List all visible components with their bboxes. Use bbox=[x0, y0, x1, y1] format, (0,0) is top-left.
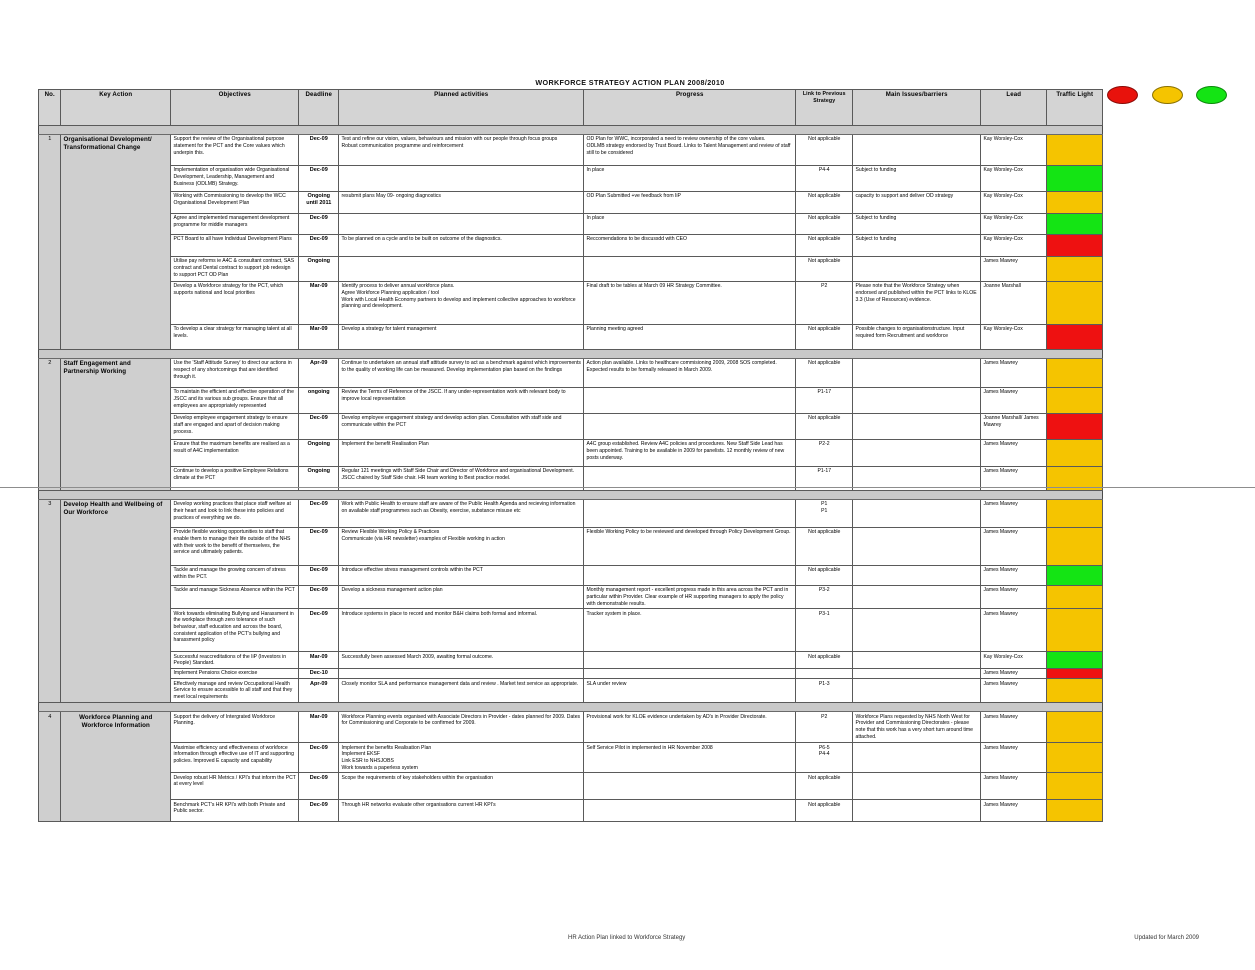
cell-objective[interactable]: Implement Pensions Choice exercise bbox=[171, 668, 299, 678]
cell-deadline[interactable]: Dec-09 bbox=[299, 566, 339, 586]
cell-activities[interactable]: Implement the benefits Realisation Plan Implement EKSF Link ESR to NHSJOBS Work towards a paperless system bbox=[339, 743, 584, 773]
table-row[interactable] bbox=[39, 414, 1103, 440]
section-key-action: Develop Health and Wellbeing of Our Workforce bbox=[61, 500, 171, 703]
cell-objective[interactable]: Develop working practices that place staff welfare at their heart and look to link these into policies and practices of everything we do. bbox=[171, 500, 299, 528]
cell-deadline[interactable]: Dec-09 bbox=[299, 528, 339, 566]
table-row[interactable] bbox=[39, 500, 1103, 528]
cell-issues[interactable] bbox=[853, 773, 981, 800]
cell-issues[interactable] bbox=[853, 800, 981, 822]
cell-lead[interactable]: Kay Worsley-Cox bbox=[981, 652, 1047, 669]
footer-right-text: Updated for March 2009 bbox=[1134, 935, 1199, 941]
cell-issues[interactable] bbox=[853, 414, 981, 440]
cell-lead[interactable]: James Mawrey bbox=[981, 668, 1047, 678]
cell-link-previous[interactable]: P1-17 bbox=[796, 388, 853, 414]
cell-objective[interactable]: To develop a clear strategy for managing talent at all levels. bbox=[171, 325, 299, 350]
cell-activities[interactable]: To be planned on a cycle and to be built on outcome of the diagnostics. bbox=[339, 235, 584, 257]
cell-objective[interactable]: Develop robust HR Metrics / KPI's that inform the PCT at every level bbox=[171, 773, 299, 800]
cell-objective[interactable]: Support the review of the Organisational purpose statement for the PCT and the Core values which underpin this. bbox=[171, 135, 299, 166]
cell-activities[interactable]: Review the Terms of Reference of the JSCC. If any under-representation work with relevant body to improve local representation bbox=[339, 388, 584, 414]
cell-lead[interactable]: James Mawrey bbox=[981, 388, 1047, 414]
table-row[interactable] bbox=[39, 192, 1103, 214]
cell-link-previous[interactable]: Not applicable bbox=[796, 257, 853, 282]
cell-progress[interactable] bbox=[584, 500, 796, 528]
cell-progress[interactable]: Tracker system in place. bbox=[584, 609, 796, 652]
cell-activities[interactable]: Introduce systems in place to record and monitor B&H claims both formal and informal. bbox=[339, 609, 584, 652]
cell-issues[interactable] bbox=[853, 440, 981, 467]
table-row[interactable] bbox=[39, 652, 1103, 669]
table-header bbox=[39, 90, 1103, 126]
cell-lead[interactable]: Joanne Marshall/ James Mawrey bbox=[981, 414, 1047, 440]
cell-activities[interactable]: Develop employee engagement strategy and develop action plan. Consultation with staff side and communicate within the PCT bbox=[339, 414, 584, 440]
cell-activities[interactable]: Develop a strategy for talent management bbox=[339, 325, 584, 350]
cell-traffic-light-amber[interactable] bbox=[1047, 388, 1103, 414]
cell-activities[interactable]: resubmit plans May 09- ongoing diagnostics bbox=[339, 192, 584, 214]
cell-link-previous[interactable] bbox=[796, 668, 853, 678]
cell-link-previous[interactable]: P1 P1 bbox=[796, 500, 853, 528]
cell-progress[interactable]: Flexible Working Policy to be reviewed and developed through Policy Development Group. bbox=[584, 528, 796, 566]
cell-objective[interactable]: Work towards eliminating Bullying and Harassment in the workplace through zero tolerance of such behaviour, staff education and across the board, consistent application of the PCT's bullying and harassment policy bbox=[171, 609, 299, 652]
cell-deadline[interactable]: Ongoing bbox=[299, 257, 339, 282]
cell-traffic-light-amber[interactable] bbox=[1047, 800, 1103, 822]
cell-issues[interactable]: Subject to funding bbox=[853, 214, 981, 235]
cell-activities[interactable]: Regular 121 meetings with Staff Side Chair and Director of Workforce and organisational Development. JSCC chaired by Staff Side chair. HR team working to Best practice model. bbox=[339, 467, 584, 491]
cell-activities[interactable]: Implement the benefit Realisation Plan bbox=[339, 440, 584, 467]
cell-link-previous[interactable]: Not applicable bbox=[796, 566, 853, 586]
table-row[interactable] bbox=[39, 679, 1103, 703]
action-plan-table bbox=[38, 89, 1103, 822]
cell-traffic-light-green[interactable] bbox=[1047, 652, 1103, 669]
cell-objective[interactable]: Tackle and manage Sickness Absence within the PCT bbox=[171, 586, 299, 609]
cell-deadline[interactable]: Apr-09 bbox=[299, 359, 339, 388]
cell-progress[interactable]: Reccomendations to be discussdd with CEO bbox=[584, 235, 796, 257]
cell-traffic-light-green[interactable] bbox=[1047, 566, 1103, 586]
cell-activities[interactable]: Develop a sickness management action plan bbox=[339, 586, 584, 609]
col-header-traffic-light: Traffic Light bbox=[1047, 90, 1103, 126]
cell-lead[interactable]: James Mawrey bbox=[981, 800, 1047, 822]
table-body bbox=[39, 126, 1103, 822]
section-number: 4 bbox=[39, 712, 61, 822]
cell-activities[interactable]: Scope the requirements of key stakeholders within the organisation bbox=[339, 773, 584, 800]
cell-traffic-light-red[interactable] bbox=[1047, 414, 1103, 440]
cell-link-previous[interactable]: Not applicable bbox=[796, 192, 853, 214]
cell-objective[interactable]: Develop a Workforce strategy for the PCT, which supports national and local priorities bbox=[171, 282, 299, 325]
cell-activities[interactable]: Workforce Planning events organised with Associate Directors in Provider - dates planned for 2009. Dates for Commissioning and Corporate to be confirmed for 2009. bbox=[339, 712, 584, 743]
cell-traffic-light-amber[interactable] bbox=[1047, 528, 1103, 566]
table-row[interactable] bbox=[39, 773, 1103, 800]
cell-progress[interactable]: OD Plan Submitted +ve feedback from IiP bbox=[584, 192, 796, 214]
cell-traffic-light-amber[interactable] bbox=[1047, 712, 1103, 743]
cell-progress[interactable]: Action plan available. Links to healthcare commisioning 2009, 2008 SOS completed. Expected results to be formally released in March 2009. bbox=[584, 359, 796, 388]
cell-progress[interactable]: A4C group established. Review A4C policies and procedures. New Staff Side Lead has been appointed. Training to be available in 2009 for panelists. 12 monthly review of new posts underway. bbox=[584, 440, 796, 467]
cell-objective[interactable]: Use the 'Staff Attitude Survey' to direct our actions in respect of any shortcomings that are identified through it. bbox=[171, 359, 299, 388]
cell-issues[interactable] bbox=[853, 668, 981, 678]
cell-lead[interactable]: James Mawrey bbox=[981, 712, 1047, 743]
cell-progress[interactable] bbox=[584, 800, 796, 822]
cell-link-previous[interactable]: P3-1 bbox=[796, 609, 853, 652]
section-separator-band bbox=[39, 703, 1103, 712]
cell-issues[interactable]: Please note that the Workforce Strategy when endorsed and published within the PCT links to KLOE 3.3 (Use of Resources) evidence. bbox=[853, 282, 981, 325]
section-separator-band bbox=[39, 126, 1103, 135]
cell-objective[interactable]: Utilise pay reforms ie A4C & consultant contract, SAS contract and Dental contract to support job redesign to support PCT OD Plan bbox=[171, 257, 299, 282]
cell-progress[interactable]: Final draft to be tables at March 09 HR Strategy Committee. bbox=[584, 282, 796, 325]
cell-traffic-light-amber[interactable] bbox=[1047, 609, 1103, 652]
cell-traffic-light-red[interactable] bbox=[1047, 668, 1103, 678]
cell-progress[interactable]: OD Plan for WWC, incorporated a need to review ownership of the core values. ODLMB strategy endorsed by Trust Board. Links to Talent Management and review of staff still to be considered bbox=[584, 135, 796, 166]
table-row[interactable] bbox=[39, 282, 1103, 325]
table-row[interactable] bbox=[39, 609, 1103, 652]
cell-traffic-light-amber[interactable] bbox=[1047, 500, 1103, 528]
cell-objective[interactable]: Successful reaccreditations of the IiP (Investors in People) Standard. bbox=[171, 652, 299, 669]
cell-lead[interactable]: Kay Worsley-Cox bbox=[981, 192, 1047, 214]
cell-issues[interactable]: Workforce Plans requested by NHS North West for Provider and Commissioning Directorates - please note that this work has a very short turn around time attached. bbox=[853, 712, 981, 743]
cell-activities[interactable] bbox=[339, 166, 584, 192]
section-separator-cell bbox=[39, 703, 1103, 712]
legend-red-dot bbox=[1107, 86, 1138, 104]
cell-link-previous[interactable]: P4-4 bbox=[796, 166, 853, 192]
cell-issues[interactable] bbox=[853, 135, 981, 166]
page-rule-artifact bbox=[0, 487, 1255, 488]
cell-traffic-light-amber[interactable] bbox=[1047, 773, 1103, 800]
cell-lead[interactable]: James Mawrey bbox=[981, 359, 1047, 388]
cell-progress[interactable]: SLA under review bbox=[584, 679, 796, 703]
cell-issues[interactable] bbox=[853, 743, 981, 773]
table-row[interactable] bbox=[39, 325, 1103, 350]
col-header-issues: Main Issues/barriers bbox=[853, 90, 981, 126]
cell-deadline[interactable]: Dec-09 bbox=[299, 609, 339, 652]
cell-traffic-light-amber[interactable] bbox=[1047, 743, 1103, 773]
cell-objective[interactable]: Agree and implemented management development programme for middle managers bbox=[171, 214, 299, 235]
cell-issues[interactable] bbox=[853, 609, 981, 652]
cell-issues[interactable] bbox=[853, 586, 981, 609]
cell-deadline[interactable]: Mar-09 bbox=[299, 712, 339, 743]
cell-lead[interactable]: James Mawrey bbox=[981, 773, 1047, 800]
table-row[interactable] bbox=[39, 135, 1103, 166]
section-separator-cell bbox=[39, 491, 1103, 500]
cell-lead[interactable]: James Mawrey bbox=[981, 743, 1047, 773]
cell-objective[interactable]: Develop employee engagement strategy to ensure staff are engaged and apart of decision making process. bbox=[171, 414, 299, 440]
cell-deadline[interactable]: Dec-09 bbox=[299, 135, 339, 166]
cell-deadline[interactable]: Ongoing bbox=[299, 440, 339, 467]
cell-issues[interactable] bbox=[853, 528, 981, 566]
cell-objective[interactable]: To maintain the efficient and effective operation of the JSCC and its various sub groups. Ensure that all employees are appropriately represented bbox=[171, 388, 299, 414]
table-row[interactable] bbox=[39, 566, 1103, 586]
cell-traffic-light-amber[interactable] bbox=[1047, 192, 1103, 214]
cell-link-previous[interactable]: Not applicable bbox=[796, 414, 853, 440]
col-header-progress: Progress bbox=[584, 90, 796, 126]
cell-progress[interactable]: Self Service Pilot in implemented in HR November 2008 bbox=[584, 743, 796, 773]
cell-issues[interactable] bbox=[853, 652, 981, 669]
col-header-key-action: Key Action bbox=[61, 90, 171, 126]
cell-progress[interactable]: Planning meeting agreed bbox=[584, 325, 796, 350]
cell-objective[interactable]: Effectively manage and review Occupational Health Service to ensure accessible to all staff and that they meet local requirements bbox=[171, 679, 299, 703]
cell-deadline[interactable]: Dec-10 bbox=[299, 668, 339, 678]
table-row[interactable] bbox=[39, 440, 1103, 467]
section-number: 2 bbox=[39, 359, 61, 491]
cell-link-previous[interactable]: P2 bbox=[796, 712, 853, 743]
cell-lead[interactable]: Kay Worsley-Cox bbox=[981, 166, 1047, 192]
cell-traffic-light-amber[interactable] bbox=[1047, 282, 1103, 325]
cell-issues[interactable] bbox=[853, 566, 981, 586]
cell-deadline[interactable]: Dec-09 bbox=[299, 800, 339, 822]
cell-progress[interactable] bbox=[584, 566, 796, 586]
cell-lead[interactable]: James Mawrey bbox=[981, 586, 1047, 609]
col-header-deadline: Deadline bbox=[299, 90, 339, 126]
table-row[interactable] bbox=[39, 257, 1103, 282]
cell-activities[interactable]: Work with Public Health to ensure staff are aware of the Public Health Agenda and recieving information on available staff programmes such as Obesity, exercise, substance misuse etc bbox=[339, 500, 584, 528]
cell-issues[interactable]: Possible changes to organisationstructure. Input required form Recruitment and workforce bbox=[853, 325, 981, 350]
cell-deadline[interactable]: Ongoing until 2011 bbox=[299, 192, 339, 214]
table-row[interactable] bbox=[39, 528, 1103, 566]
cell-objective[interactable]: Tackle and manage the growing concern of stress within the PCT. bbox=[171, 566, 299, 586]
cell-traffic-light-red[interactable] bbox=[1047, 235, 1103, 257]
cell-link-previous[interactable]: Not applicable bbox=[796, 528, 853, 566]
cell-objective[interactable]: Continue to develop a positive Employee Relations climate at the PCT bbox=[171, 467, 299, 491]
cell-deadline[interactable]: Ongoing bbox=[299, 467, 339, 491]
section-number: 3 bbox=[39, 500, 61, 703]
section-separator-band bbox=[39, 491, 1103, 500]
cell-deadline[interactable]: Dec-09 bbox=[299, 214, 339, 235]
cell-deadline[interactable]: Mar-09 bbox=[299, 652, 339, 669]
cell-link-previous[interactable]: P1-17 bbox=[796, 467, 853, 491]
cell-activities[interactable]: Introduce effective stress management controls within the PCT bbox=[339, 566, 584, 586]
cell-link-previous[interactable]: Not applicable bbox=[796, 652, 853, 669]
cell-activities[interactable] bbox=[339, 214, 584, 235]
cell-link-previous[interactable]: Not applicable bbox=[796, 325, 853, 350]
cell-progress[interactable] bbox=[584, 652, 796, 669]
cell-objective[interactable]: Maximise efficiency and effectiveness of workforce information through effective use of IT and supporting policies. Improved E capacity and capability bbox=[171, 743, 299, 773]
table-row[interactable] bbox=[39, 712, 1103, 743]
table-row[interactable] bbox=[39, 800, 1103, 822]
cell-objective[interactable]: Working with Commissioning to develop the WCC Organisational Development Plan bbox=[171, 192, 299, 214]
cell-lead[interactable]: James Mawrey bbox=[981, 440, 1047, 467]
cell-lead[interactable]: James Mawrey bbox=[981, 500, 1047, 528]
cell-activities[interactable]: Closely monitor SLA and performance management data and review . Market test service as appropriate. bbox=[339, 679, 584, 703]
cell-traffic-light-red[interactable] bbox=[1047, 325, 1103, 350]
cell-traffic-light-amber[interactable] bbox=[1047, 440, 1103, 467]
cell-lead[interactable]: Kay Worsley-Cox bbox=[981, 235, 1047, 257]
cell-link-previous[interactable]: Not applicable bbox=[796, 773, 853, 800]
cell-progress[interactable] bbox=[584, 414, 796, 440]
table-row[interactable] bbox=[39, 235, 1103, 257]
cell-progress[interactable] bbox=[584, 388, 796, 414]
cell-progress[interactable]: In place bbox=[584, 166, 796, 192]
cell-issues[interactable] bbox=[853, 500, 981, 528]
cell-objective[interactable]: PCT Board to all have Individual Development Plans bbox=[171, 235, 299, 257]
cell-deadline[interactable]: Dec-09 bbox=[299, 235, 339, 257]
cell-lead[interactable]: James Mawrey bbox=[981, 528, 1047, 566]
cell-activities[interactable]: Through HR networks evaluate other organisations current HR KPI's bbox=[339, 800, 584, 822]
cell-lead[interactable]: Kay Worsley-Cox bbox=[981, 325, 1047, 350]
col-header-objectives: Objectives bbox=[171, 90, 299, 126]
cell-progress[interactable] bbox=[584, 773, 796, 800]
table-row[interactable] bbox=[39, 586, 1103, 609]
cell-deadline[interactable]: Dec-09 bbox=[299, 743, 339, 773]
cell-objective[interactable]: Implementation of organisation wide Organisational Development, Leadership, Management and Business (ODLMB) Strategy. bbox=[171, 166, 299, 192]
cell-lead[interactable]: James Mawrey bbox=[981, 566, 1047, 586]
col-header-link-previous: Link to Previous Strategy bbox=[796, 90, 853, 126]
cell-deadline[interactable]: Mar-09 bbox=[299, 325, 339, 350]
table-row[interactable] bbox=[39, 743, 1103, 773]
cell-lead[interactable]: Joanne Marshall bbox=[981, 282, 1047, 325]
cell-lead[interactable]: James Mawrey bbox=[981, 609, 1047, 652]
cell-progress[interactable]: Monthly management report - excellent progress made in this area across the PCT and in particular within Provider. Clear example of HR supporting managers to apply the policy with demonstrable results. bbox=[584, 586, 796, 609]
cell-activities[interactable]: Successfully been assessed March 2009, awaiting formal outcome. bbox=[339, 652, 584, 669]
cell-traffic-light-amber[interactable] bbox=[1047, 359, 1103, 388]
cell-traffic-light-green[interactable] bbox=[1047, 214, 1103, 235]
cell-issues[interactable]: Subject to funding bbox=[853, 166, 981, 192]
cell-traffic-light-amber[interactable] bbox=[1047, 257, 1103, 282]
col-header-no: No. bbox=[39, 90, 61, 126]
cell-progress[interactable] bbox=[584, 668, 796, 678]
cell-link-previous[interactable]: Not applicable bbox=[796, 135, 853, 166]
cell-link-previous[interactable]: Not applicable bbox=[796, 235, 853, 257]
cell-objective[interactable]: Benchmark PCT's HR KPI's with both Private and Public sector. bbox=[171, 800, 299, 822]
legend-green-dot bbox=[1196, 86, 1227, 104]
cell-link-previous[interactable]: P1-3 bbox=[796, 679, 853, 703]
table-row[interactable] bbox=[39, 359, 1103, 388]
cell-link-previous[interactable]: P2-2 bbox=[796, 440, 853, 467]
cell-deadline[interactable]: ongoing bbox=[299, 388, 339, 414]
footer-left-text: HR Action Plan linked to Workforce Strategy bbox=[568, 935, 686, 941]
cell-objective[interactable]: Support the delivery of Intergrated Workforce Planning. bbox=[171, 712, 299, 743]
cell-traffic-light-amber[interactable] bbox=[1047, 586, 1103, 609]
cell-progress[interactable]: In place bbox=[584, 214, 796, 235]
cell-lead[interactable]: Kay Worsley-Cox bbox=[981, 214, 1047, 235]
cell-activities[interactable] bbox=[339, 668, 584, 678]
cell-lead[interactable]: James Mawrey bbox=[981, 257, 1047, 282]
cell-link-previous[interactable]: P6-5 P4-4 bbox=[796, 743, 853, 773]
cell-deadline[interactable]: Dec-09 bbox=[299, 586, 339, 609]
cell-issues[interactable] bbox=[853, 257, 981, 282]
cell-lead[interactable]: Kay Worsley-Cox bbox=[981, 135, 1047, 166]
table-row[interactable] bbox=[39, 668, 1103, 678]
cell-activities[interactable]: Review Flexible Working Policy & Practices Communicate (via HR newsletter) examples of Flexible working in action bbox=[339, 528, 584, 566]
cell-progress[interactable] bbox=[584, 257, 796, 282]
section-separator-cell bbox=[39, 350, 1103, 359]
cell-traffic-light-green[interactable] bbox=[1047, 166, 1103, 192]
cell-traffic-light-amber[interactable] bbox=[1047, 135, 1103, 166]
cell-progress[interactable]: Provisional work for KLOE evidence undertaken by AD's in Provider Directorate. bbox=[584, 712, 796, 743]
section-key-action: Organisational Development/ Transformational Change bbox=[61, 135, 171, 350]
legend-amber-dot bbox=[1152, 86, 1183, 104]
cell-deadline[interactable]: Apr-09 bbox=[299, 679, 339, 703]
cell-deadline[interactable]: Mar-09 bbox=[299, 282, 339, 325]
section-number: 1 bbox=[39, 135, 61, 350]
col-header-activities: Planned activities bbox=[339, 90, 584, 126]
cell-issues[interactable]: capacity to support and deliver OD strategy bbox=[853, 192, 981, 214]
cell-objective[interactable]: Provide flexible working opportunities to staff that enable them to manage their life outside of the NHS with their work to the benefit of themselves, the service and ultimately patients. bbox=[171, 528, 299, 566]
cell-activities[interactable]: Identify process to deliver annual workforce plans. Agree Workforce Planning application / tool Work with Local Health Economy partners to develop and implement collective approaches to workforce planning and development. bbox=[339, 282, 584, 325]
cell-link-previous[interactable]: Not applicable bbox=[796, 214, 853, 235]
cell-link-previous[interactable]: P3-2 bbox=[796, 586, 853, 609]
cell-lead[interactable]: James Mawrey bbox=[981, 467, 1047, 491]
cell-issues[interactable] bbox=[853, 359, 981, 388]
cell-deadline[interactable]: Dec-09 bbox=[299, 500, 339, 528]
section-key-action: Staff Engagement and Partnership Working bbox=[61, 359, 171, 491]
cell-link-previous[interactable]: Not applicable bbox=[796, 359, 853, 388]
cell-traffic-light-amber[interactable] bbox=[1047, 679, 1103, 703]
cell-link-previous[interactable]: P2 bbox=[796, 282, 853, 325]
cell-objective[interactable]: Ensure that the maximum benefits are realised as a result of A4C implementation bbox=[171, 440, 299, 467]
cell-activities[interactable]: Continue to undertaken an annual staff attitude survey to act as a benchmark against which improvements to the quality of working life can be measured. Develop implementation plan based on the findings bbox=[339, 359, 584, 388]
cell-activities[interactable] bbox=[339, 257, 584, 282]
cell-deadline[interactable]: Dec-09 bbox=[299, 166, 339, 192]
col-header-lead: Lead bbox=[981, 90, 1047, 126]
cell-issues[interactable] bbox=[853, 679, 981, 703]
traffic-light-legend bbox=[1104, 86, 1250, 108]
section-separator-band bbox=[39, 350, 1103, 359]
page-title: WORKFORCE STRATEGY ACTION PLAN 2008/2010 bbox=[535, 78, 725, 87]
section-key-action: Workforce Planning and Workforce Information bbox=[61, 712, 171, 822]
cell-issues[interactable] bbox=[853, 388, 981, 414]
cell-lead[interactable]: James Mawrey bbox=[981, 679, 1047, 703]
cell-deadline[interactable]: Dec-09 bbox=[299, 773, 339, 800]
header-row bbox=[39, 90, 1103, 126]
cell-activities[interactable]: Test and refine our vision, values, behaviours and mission with our people through focus groups Robust communication programme and reinforcement bbox=[339, 135, 584, 166]
table-row[interactable] bbox=[39, 214, 1103, 235]
section-separator-cell bbox=[39, 126, 1103, 135]
table-row[interactable] bbox=[39, 388, 1103, 414]
cell-link-previous[interactable]: Not applicable bbox=[796, 800, 853, 822]
cell-issues[interactable]: Subject to funding bbox=[853, 235, 981, 257]
table-row[interactable] bbox=[39, 166, 1103, 192]
cell-deadline[interactable]: Dec-09 bbox=[299, 414, 339, 440]
